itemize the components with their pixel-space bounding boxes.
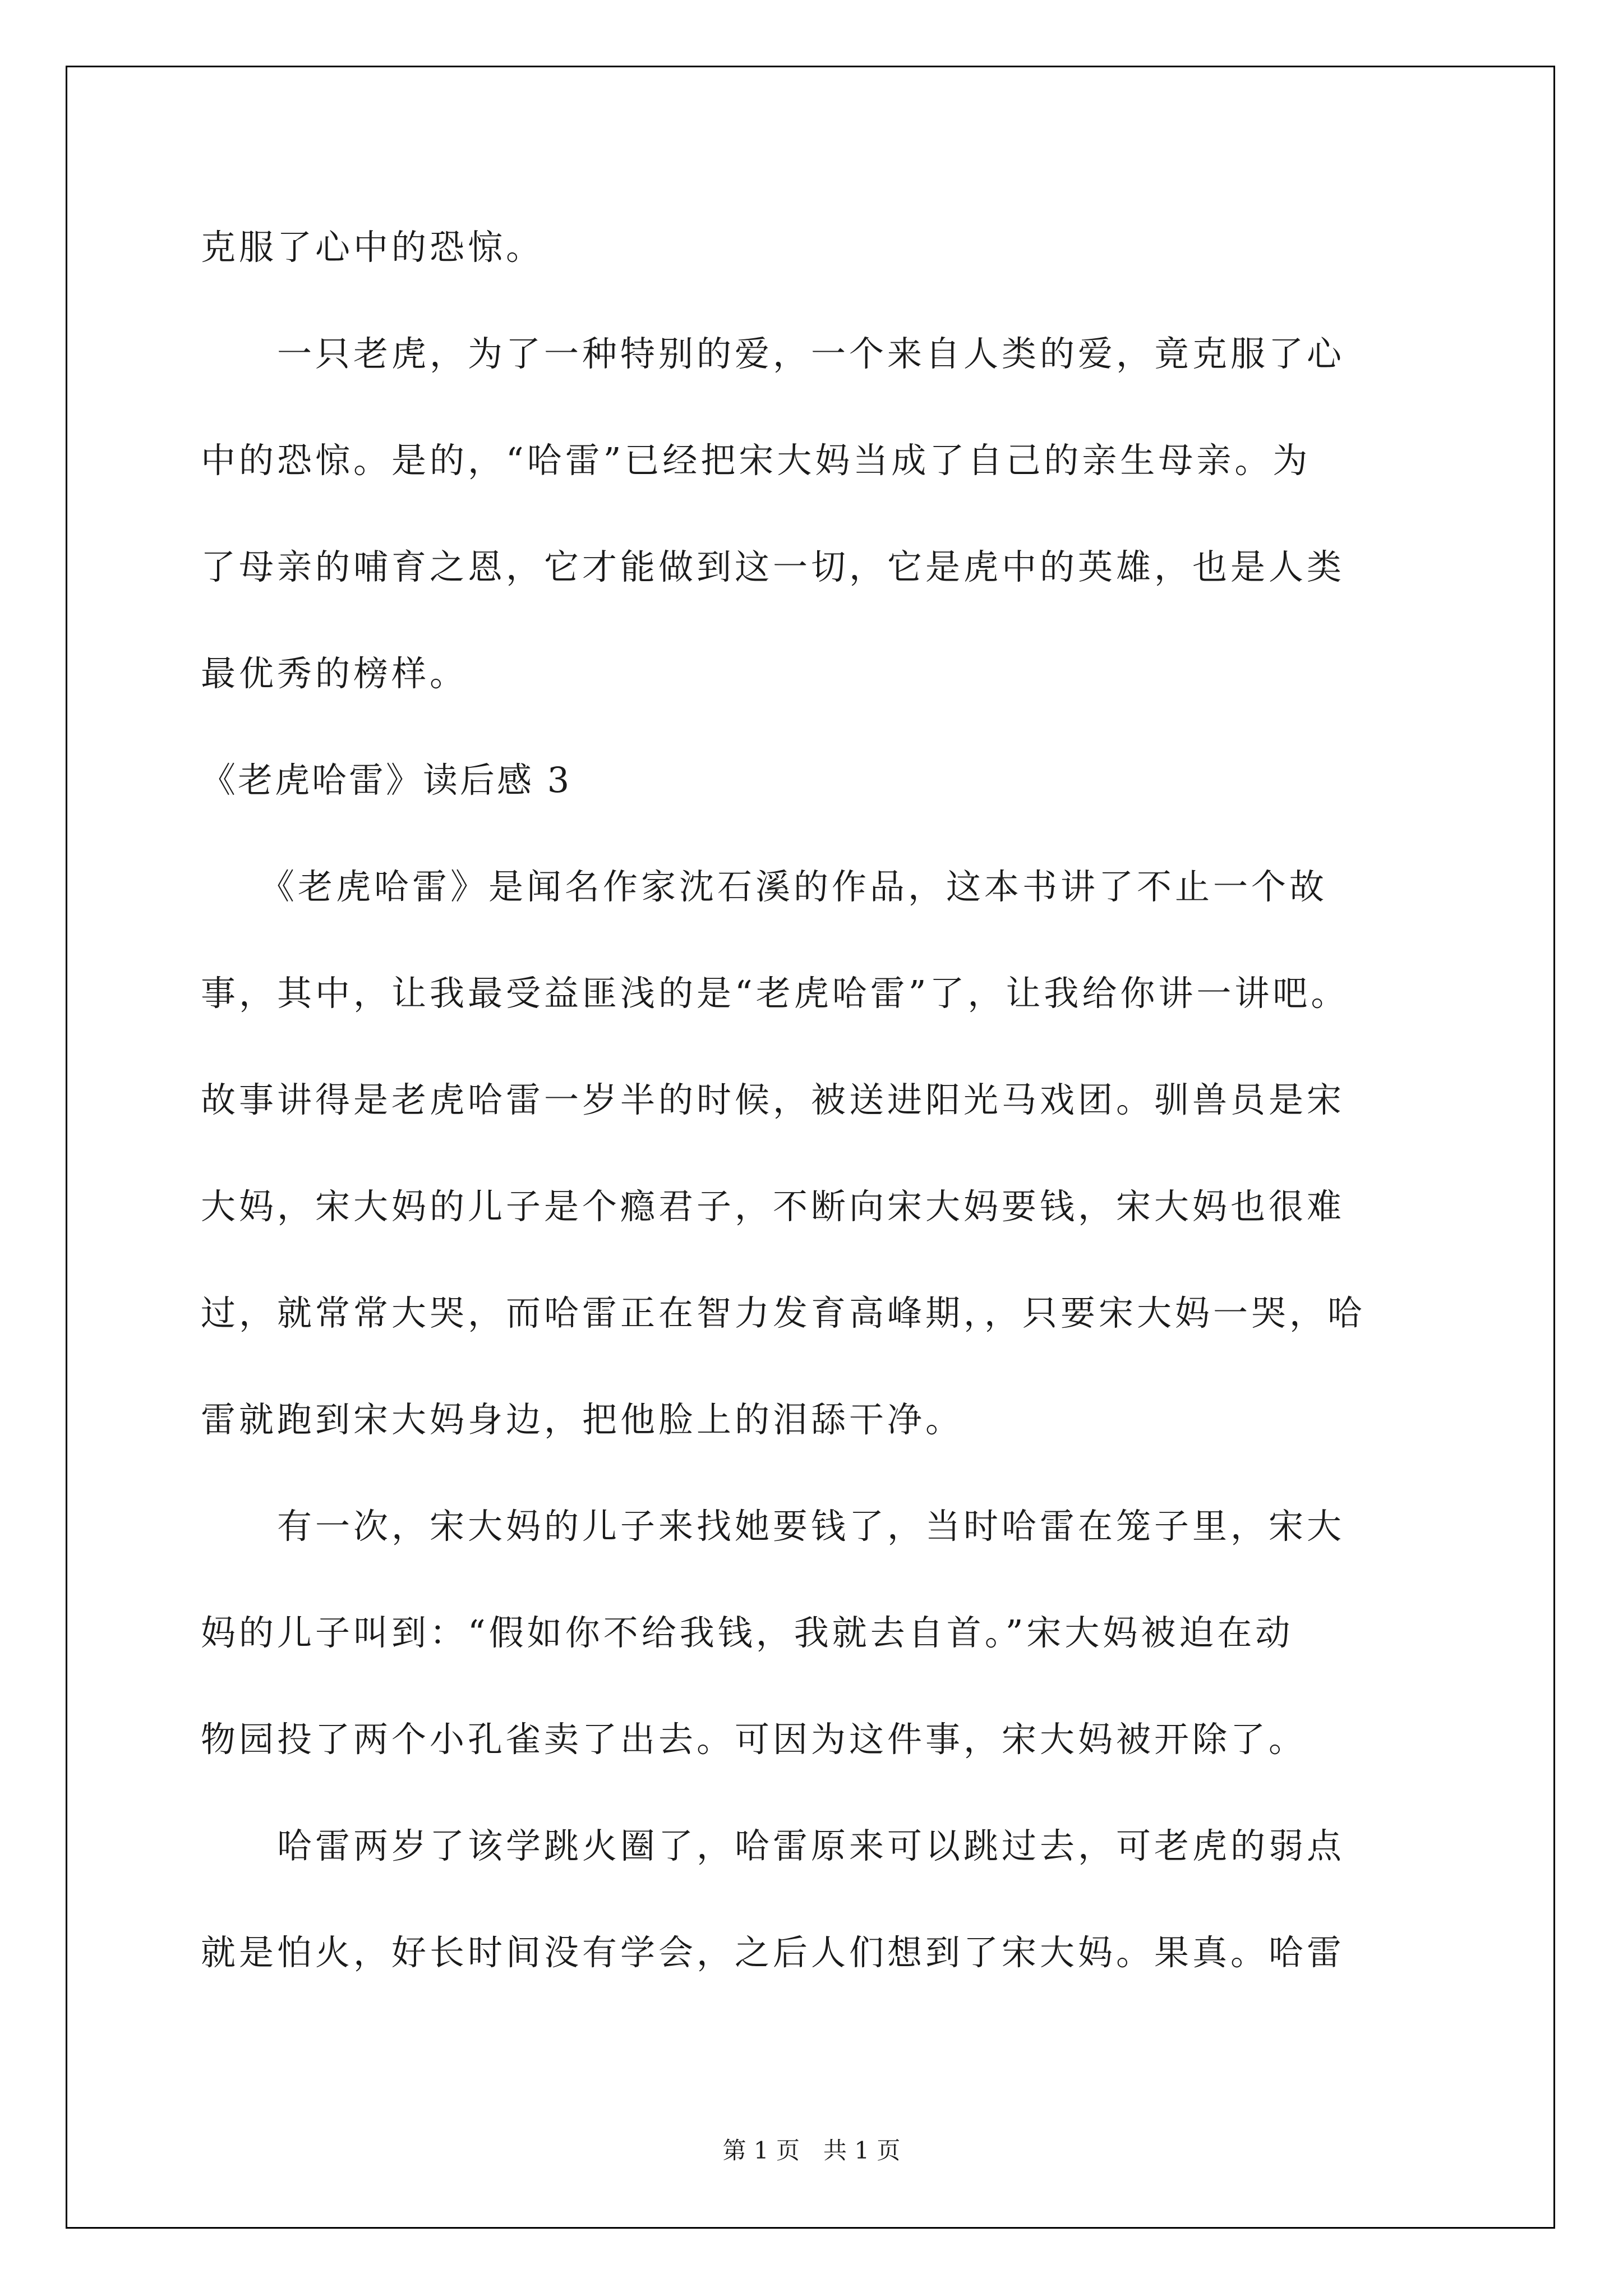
page-number-footer: 第 1 页 共 1 页 <box>722 2137 901 2164</box>
text-line: 大妈，宋大妈的儿子是个瘾君子，不断向宋大妈要钱，宋大妈也很难 <box>201 1186 1345 1227</box>
paragraph-line: 有一次，宋大妈的儿子来找她要钱了，当时哈雷在笼子里，宋大 <box>201 1506 1345 1547</box>
paragraph-line: 哈雷两岁了该学跳火圈了，哈雷原来可以跳过去，可老虎的弱点 <box>201 1825 1345 1866</box>
page-border <box>66 66 1555 2229</box>
text-line: 雷就跑到宋大妈身边，把他脸上的泪舔干净。 <box>201 1399 964 1440</box>
text-line: 中的恐惊。是的，“哈雷”已经把宋大妈当成了自己的亲生母亲。为 <box>201 440 1311 481</box>
text-line: 妈的儿子叫到：“假如你不给我钱，我就去自首。”宋大妈被迫在动 <box>201 1612 1294 1653</box>
text-line: 事，其中，让我最受益匪浅的是“老虎哈雷”了，让我给你讲一讲吧。 <box>201 973 1349 1014</box>
paragraph-line: 《老虎哈雷》是闻名作家沈石溪的作品，这本书讲了不止一个故 <box>201 866 1328 907</box>
text-line: 最优秀的榜样。 <box>201 653 468 694</box>
text-line: 物园投了两个小孔雀卖了出去。可因为这件事，宋大妈被开除了。 <box>201 1719 1307 1760</box>
paragraph-line: 一只老虎，为了一种特别的爱，一个来自人类的爱，竟克服了心 <box>201 333 1345 374</box>
text-line: 就是怕火，好长时间没有学会，之后人们想到了宋大妈。果真。哈雷 <box>201 1932 1345 1973</box>
text-line: 了母亲的哺育之恩，它才能做到这一切，它是虎中的英雄，也是人类 <box>201 546 1345 587</box>
section-title: 《老虎哈雷》读后感 3 <box>201 760 572 800</box>
text-line: 故事讲得是老虎哈雷一岁半的时候，被送进阳光马戏团。驯兽员是宋 <box>201 1079 1345 1120</box>
text-line: 克服了心中的恐惊。 <box>201 227 545 268</box>
text-line: 过，就常常大哭，而哈雷正在智力发育高峰期，，只要宋大妈一哭，哈 <box>201 1292 1366 1333</box>
